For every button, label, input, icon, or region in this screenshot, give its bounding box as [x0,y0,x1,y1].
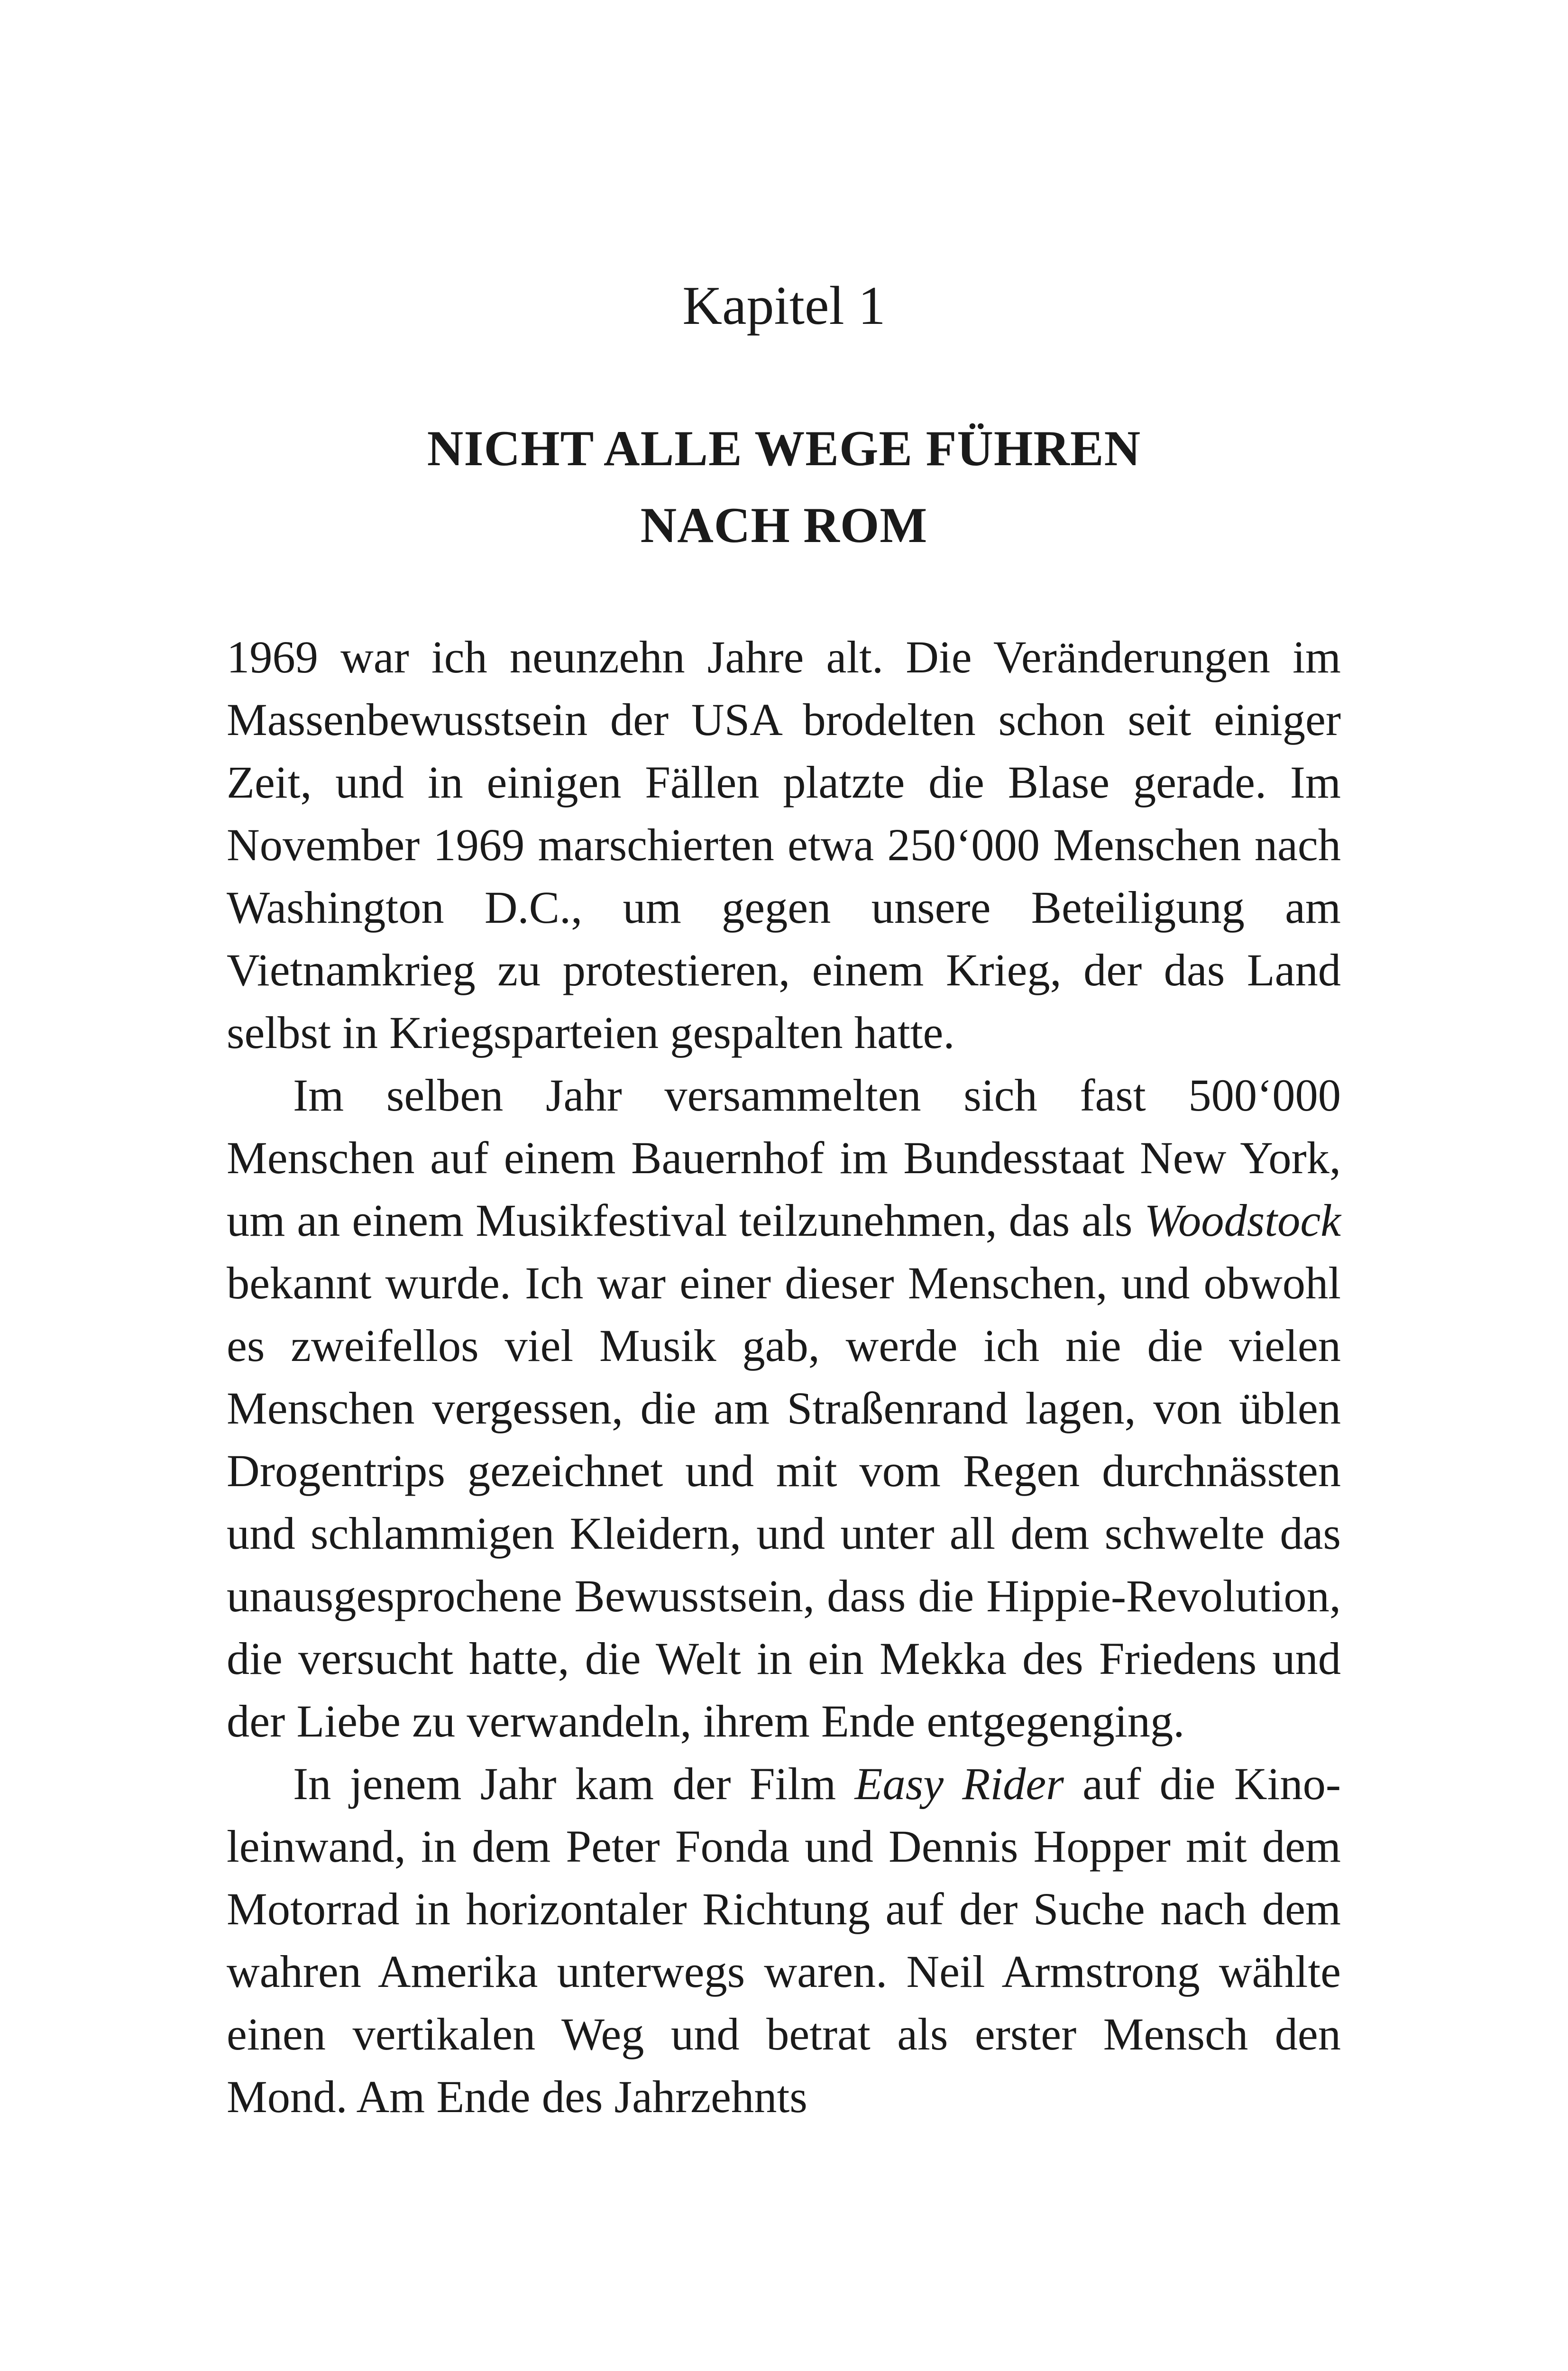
paragraph-1-text: 1969 war ich neunzehn Jahre alt. Die Veränderungen im Massenbewusstsein der USA brodelten schon seit einiger Zeit, und in einigen Fällen platzte die Blase gerade. Im November 1969 marschierten etwa 250‘000 Menschen nach Washington D.C., um gegen unsere Beteiligung am Vietnamkrieg zu protestieren, einem Krieg, der das Land selbst in Kriegsparteien gespalten hatte. [227,632,1341,1058]
chapter-title-line-2: NACH ROM [640,497,928,553]
chapter-title [0,410,1568,564]
paragraph-3-text-end: auf die Kinoleinwand, in dem Peter Fonda und Dennis Hopper mit dem Motorrad in horizontaler Richtung auf der Suche nach dem wahren Amerika unterwegs waren. Neil Armstrong wählte einen vertikalen Weg und betrat als erster Mensch den Mond. Am Ende des Jahrzehnts [227,1758,1341,2122]
body-text [227,626,1341,2128]
paragraph-2-text-end: bekannt wurde. Ich war einer dieser Menschen, und obwohl es zweifellos viel Musik gab, werde ich nie die vielen Menschen vergessen, die am Straßenrand lagen, von üblen Drogentrips gezeichnet und mit vom Regen durchnässten und schlammigen Kleidern, und unter all dem schwelte das unausgesprochene Bewusstsein, dass die Hippie-Revolution, die versucht hatte, die Welt in ein Mekka des Friedens und der Liebe zu verwandeln, ihrem Ende entgegenging. [227,1258,1341,1746]
paragraph-1 [227,626,1341,1064]
italic-title-woodstock: Woodstock [1144,1195,1341,1246]
paragraph-3 [227,1753,1341,2128]
paragraph-2 [227,1064,1341,1753]
paragraph-2-text-start: Im selben Jahr versammelten sich fast 500‘000 Menschen auf einem Bauernhof im Bundesstaat New York, um an einem Musikfestival teilzunehmen, das als [227,1070,1341,1246]
italic-title-easy-rider: Easy Rider [854,1758,1064,1809]
paragraph-3-text-start: In jenem Jahr kam der Film [293,1758,855,1809]
chapter-label: Kapitel 1 [682,276,886,336]
chapter-title-line-1: NICHT ALLE WEGE FÜHREN [427,421,1141,476]
